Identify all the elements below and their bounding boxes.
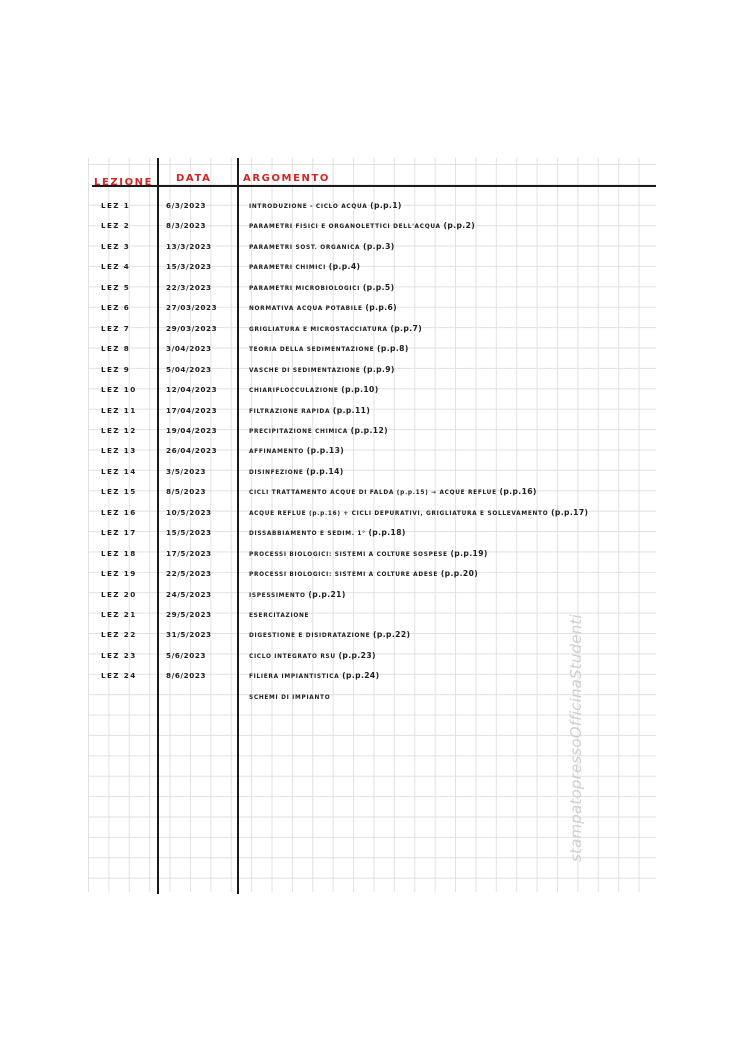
topic-text: PARAMETRI SOST. ORGANICA [249, 244, 361, 251]
header-data: DATA [176, 173, 212, 184]
table-row [0, 278, 744, 298]
table-row [0, 298, 744, 318]
lesson-number: LEZ 6 [101, 303, 131, 313]
lesson-date: 17/5/2023 [166, 548, 212, 558]
page-reference: (p.p.22) [373, 630, 411, 640]
page-reference: (p.p.11) [332, 405, 371, 415]
table-row [0, 687, 744, 707]
page-reference: (p.p.19) [450, 548, 488, 558]
table-row [0, 319, 744, 339]
topic-text: DISINFEZIONE [249, 469, 304, 476]
page-reference: (p.p.23) [338, 650, 376, 660]
lesson-number: LEZ 11 [101, 405, 137, 415]
topic-text: ISPESSIMENTO [249, 592, 306, 599]
lesson-number: LEZ 8 [101, 344, 131, 354]
lesson-number: LEZ 21 [101, 610, 137, 619]
lesson-topic [249, 646, 376, 667]
lesson-number: LEZ 22 [101, 630, 137, 640]
lesson-date: 8/5/2023 [166, 487, 207, 497]
lesson-topic [249, 360, 395, 381]
table-row [0, 585, 744, 605]
page-reference: (p.p.4) [328, 262, 361, 272]
lesson-topic [249, 421, 388, 442]
topic-text: PARAMETRI CHIMICI [249, 265, 326, 272]
lesson-topic [249, 482, 537, 503]
page-reference: (p.p.8) [377, 344, 409, 354]
header-argomento: ARGOMENTO [243, 173, 331, 184]
topic-text: ACQUE REFLUE (p.p.16) + CICLI DEPURATIVI, GRIGLIATURA E SOLLEVAMENTO [249, 510, 549, 517]
topic-text: FILIERA IMPIANTISTICA [249, 674, 340, 681]
lesson-number: LEZ 7 [101, 323, 131, 333]
table-row [0, 482, 744, 502]
table-row [0, 421, 744, 441]
topic-text: CICLO INTEGRATO RSU [249, 653, 336, 660]
table-row [0, 401, 744, 421]
lesson-topic [249, 380, 379, 401]
table-row [0, 441, 744, 461]
lesson-number: LEZ 5 [101, 282, 131, 292]
lesson-number: LEZ 15 [101, 487, 137, 497]
lesson-topic [249, 585, 346, 606]
lesson-number: LEZ 23 [101, 650, 137, 660]
topic-text: TEORIA DELLA SEDIMENTAZIONE [249, 347, 375, 354]
page-reference: (p.p.3) [362, 241, 395, 251]
lesson-date: 8/6/2023 [166, 671, 207, 681]
lesson-topic [249, 298, 397, 319]
lesson-topic [249, 544, 488, 565]
table-row [0, 360, 744, 380]
lesson-number: LEZ 9 [101, 364, 131, 374]
page-reference: (p.p.6) [365, 303, 398, 313]
page-reference: (p.p.16) [499, 487, 537, 497]
lesson-topic [249, 503, 588, 524]
table-row [0, 237, 744, 257]
lesson-topic [249, 687, 330, 708]
lesson-date: 8/3/2023 [166, 221, 207, 231]
lesson-date: 6/3/2023 [166, 201, 207, 210]
lesson-date: 27/03/2023 [166, 303, 218, 313]
topic-text: INTRODUZIONE - CICLO ACQUA [249, 204, 368, 210]
watermark: stampatopressoOfficinaStudenti [567, 614, 585, 862]
topic-text: DISSABBIAMENTO E SEDIM. 1° [249, 531, 366, 538]
lesson-date: 12/04/2023 [166, 385, 218, 395]
table-row [0, 503, 744, 523]
table-row [0, 544, 744, 564]
lesson-topic [249, 257, 360, 278]
lesson-number: LEZ 10 [101, 385, 137, 395]
lesson-topic [249, 441, 344, 462]
lesson-number: LEZ 24 [101, 671, 137, 681]
page-reference: (p.p.14) [306, 466, 344, 476]
topic-text: SCHEMI DI IMPIANTO [249, 694, 331, 701]
lesson-topic [249, 666, 379, 687]
lesson-topic [249, 278, 394, 299]
lesson-topic [249, 196, 402, 217]
table-row [0, 523, 744, 543]
page-reference: (p.p.10) [341, 385, 379, 395]
topic-text: FILTRAZIONE RAPIDA [249, 408, 331, 415]
table-row [0, 196, 744, 216]
page-reference: (p.p.7) [390, 323, 423, 333]
topic-text: GRIGLIATURA E MICROSTACCIATURA [249, 326, 388, 333]
page-reference: (p.p.9) [363, 364, 395, 374]
lesson-date: 3/5/2023 [166, 466, 207, 476]
lesson-date: 15/3/2023 [166, 262, 212, 272]
lesson-date: 17/04/2023 [166, 405, 218, 415]
lesson-number: LEZ 16 [101, 507, 137, 517]
lesson-number: LEZ 4 [101, 262, 131, 272]
lesson-number: LEZ 2 [101, 221, 131, 231]
page-reference: (p.p.20) [440, 569, 479, 579]
lesson-topic [249, 564, 478, 585]
lesson-topic [249, 216, 475, 237]
lesson-date: 5/6/2023 [166, 650, 207, 660]
lesson-number: LEZ 19 [101, 569, 137, 579]
lesson-topic [249, 401, 370, 422]
topic-text: ESERCITAZIONE [249, 613, 310, 619]
lesson-date: 22/5/2023 [166, 569, 212, 579]
topic-text: PROCESSI BIOLOGICI: SISTEMI A COLTURE ADESE [249, 572, 439, 579]
header-underline [92, 185, 656, 187]
page-reference: (p.p.21) [308, 589, 346, 599]
table-row [0, 646, 744, 666]
lesson-topic [249, 319, 422, 340]
topic-text: PROCESSI BIOLOGICI: SISTEMI A COLTURE SOSPESE [249, 551, 448, 558]
page-reference: (p.p.17) [551, 507, 589, 517]
page-reference: (p.p.24) [342, 671, 380, 681]
lesson-date: 3/04/2023 [166, 344, 212, 354]
topic-text: PARAMETRI MICROBIOLOGICI [249, 285, 361, 292]
header-lezione: LEZIONE [94, 177, 154, 188]
lesson-topic [249, 462, 344, 483]
lesson-number: LEZ 17 [101, 528, 137, 538]
lesson-topic [249, 523, 406, 544]
lesson-date: 29/5/2023 [166, 610, 212, 619]
table-row [0, 216, 744, 236]
lesson-date: 29/03/2023 [166, 323, 218, 333]
topic-text: CICLI TRATTAMENTO ACQUE DI FALDA (p.p.15) → ACQUE REFLUE [249, 490, 497, 497]
page-reference: (p.p.18) [368, 528, 406, 538]
lesson-number: LEZ 18 [101, 548, 137, 558]
table-row [0, 462, 744, 482]
table-row [0, 339, 744, 359]
lesson-number: LEZ 20 [101, 589, 137, 599]
lesson-date: 5/04/2023 [166, 364, 212, 374]
topic-text: VASCHE DI SEDIMENTAZIONE [249, 367, 361, 374]
lesson-date: 22/3/2023 [166, 282, 212, 292]
topic-text: DIGESTIONE E DISIDRATAZIONE [249, 633, 371, 640]
lesson-number: LEZ 13 [101, 446, 137, 456]
lesson-topic [249, 339, 409, 360]
lesson-topic [249, 605, 309, 626]
table-row [0, 564, 744, 584]
topic-text: NORMATIVA ACQUA POTABILE [249, 306, 363, 313]
lesson-date: 15/5/2023 [166, 528, 212, 538]
page-reference: (p.p.5) [362, 282, 395, 292]
lesson-number: LEZ 12 [101, 425, 137, 435]
lesson-date: 24/5/2023 [166, 589, 212, 599]
lesson-date: 13/3/2023 [166, 241, 212, 251]
page-reference: (p.p.1) [370, 201, 402, 210]
lesson-topic [249, 625, 410, 646]
table-row [0, 625, 744, 645]
table-row [0, 605, 744, 625]
page-reference: (p.p.12) [350, 425, 389, 435]
table-row [0, 666, 744, 686]
lesson-date: 26/04/2023 [166, 446, 218, 456]
lesson-number: LEZ 14 [101, 466, 137, 476]
topic-text: PRECIPITAZIONE CHIMICA [249, 428, 348, 435]
lesson-number: LEZ 1 [101, 201, 131, 210]
lesson-number: LEZ 3 [101, 241, 131, 251]
topic-text: AFFINAMENTO [249, 449, 305, 456]
page-reference: (p.p.2) [443, 221, 476, 231]
page-reference: (p.p.13) [306, 446, 345, 456]
lesson-date: 31/5/2023 [166, 630, 212, 640]
lesson-date: 10/5/2023 [166, 507, 212, 517]
topic-text: CHIARIFLOCCULAZIONE [249, 388, 339, 395]
lesson-date: 19/04/2023 [166, 425, 218, 435]
lesson-topic [249, 237, 395, 258]
table-row [0, 257, 744, 277]
topic-text: PARAMETRI FISICI E ORGANOLETTICI DELL'ACQUA [249, 224, 441, 231]
table-row [0, 380, 744, 400]
